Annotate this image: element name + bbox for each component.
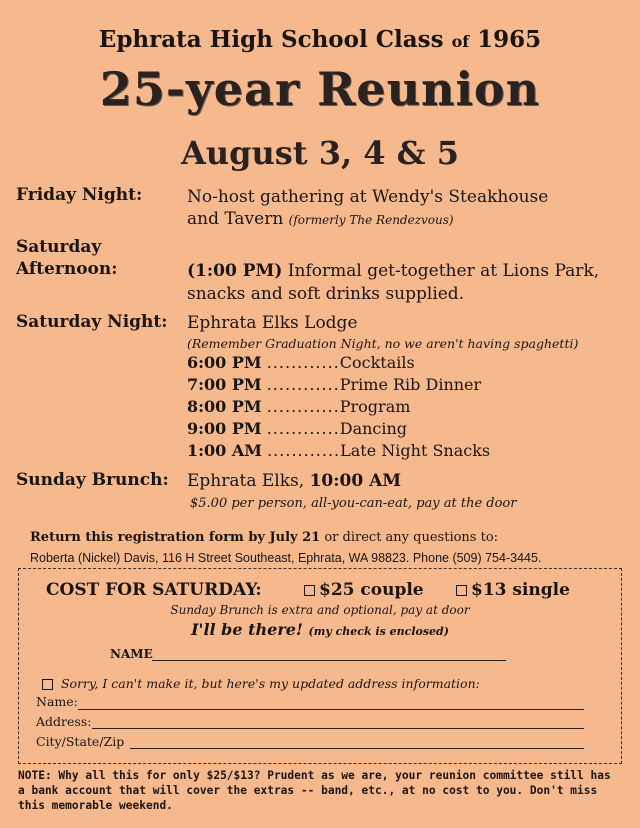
saturday-night-note: (Remember Graduation Night, no we aren't having spaghetti) — [187, 336, 579, 351]
sunday-note: $5.00 per person, all-you-can-eat, pay at the door — [190, 496, 517, 511]
checkbox-icon[interactable] — [304, 585, 315, 596]
cost-label: COST FOR SATURDAY: — [46, 580, 262, 600]
schedule-row — [187, 440, 490, 462]
saturday-afternoon-label-1: Saturday — [16, 237, 102, 257]
city-field[interactable] — [130, 748, 584, 749]
saturday-afternoon-text: Informal get-together at Lions Park, — [287, 261, 600, 281]
schedule-time: 7:00 PM — [187, 375, 262, 394]
friday-label: Friday Night: — [16, 185, 143, 205]
schedule-dots: ............ — [267, 441, 341, 460]
class-heading — [0, 26, 640, 53]
schedule-time: 1:00 AM — [187, 441, 262, 460]
return-deadline: Return this registration form by July 21 — [30, 530, 321, 545]
decline-option[interactable] — [42, 676, 480, 691]
attendance-confirm-note: (my check is enclosed) — [308, 625, 449, 638]
friday-note: (formerly The Rendezvous) — [288, 213, 454, 227]
option-couple-label: $25 couple — [319, 580, 424, 600]
schedule-event: Late Night Snacks — [340, 441, 491, 460]
schedule-time: 9:00 PM — [187, 419, 262, 438]
address-field[interactable] — [92, 728, 584, 729]
name-field[interactable] — [152, 660, 506, 661]
brunch-extra-note: Sunday Brunch is extra and optional, pay at door — [170, 603, 470, 617]
schedule-dots: ............ — [266, 397, 340, 416]
schedule-row — [187, 352, 415, 374]
reunion-dates: August 3, 4 & 5 — [181, 134, 459, 172]
name-label: NAME — [110, 647, 153, 661]
schedule-event: Cocktails — [339, 353, 415, 372]
class-heading-year: 1965 — [477, 26, 542, 53]
schedule-event: Prime Rib Dinner — [339, 375, 482, 394]
sunday-venue: Ephrata Elks, — [187, 471, 305, 491]
schedule-dots: ............ — [266, 353, 340, 372]
return-questions: or direct any questions to: — [324, 530, 499, 545]
sunday-label: Sunday Brunch: — [16, 470, 169, 490]
schedule-row — [187, 374, 481, 396]
class-heading-text: Ephrata High School Class — [98, 26, 444, 53]
friday-line2-text: and Tavern — [187, 209, 284, 229]
sunday-line — [187, 470, 401, 492]
address-name-field[interactable] — [78, 709, 584, 710]
address-name-label: Name: — [36, 694, 78, 709]
city-label: City/State/Zip — [36, 734, 125, 749]
return-instructions — [30, 530, 498, 545]
sunday-time: 10:00 AM — [309, 471, 402, 491]
saturday-afternoon-time: (1:00 PM) — [187, 261, 283, 281]
option-single-label: $13 single — [471, 580, 570, 600]
schedule-event: Dancing — [339, 419, 408, 438]
checkbox-icon[interactable] — [42, 679, 53, 690]
schedule-row — [187, 396, 410, 418]
class-heading-of: of — [451, 32, 470, 51]
saturday-afternoon-line1 — [187, 260, 599, 282]
decline-label: Sorry, I can't make it, but here's my updated address information: — [60, 676, 480, 691]
saturday-night-label: Saturday Night: — [16, 312, 168, 332]
address-label: Address: — [36, 714, 92, 729]
schedule-dots: ............ — [266, 375, 340, 394]
checkbox-icon[interactable] — [456, 585, 467, 596]
saturday-afternoon-label-2: Afternoon: — [16, 259, 118, 279]
attendance-confirm-text: I'll be there! — [191, 620, 303, 639]
schedule-time: 8:00 PM — [187, 397, 262, 416]
schedule-row — [187, 418, 407, 440]
contact-info: Roberta (Nickel) Davis, 116 H Street Southeast, Ephrata, WA 98823. Phone (509) 754-3445. — [30, 551, 542, 565]
schedule-event: Program — [339, 397, 411, 416]
option-single[interactable] — [456, 580, 570, 600]
friday-line1: No-host gathering at Wendy's Steakhouse — [187, 187, 549, 207]
friday-line2 — [187, 208, 454, 231]
option-couple[interactable] — [304, 580, 424, 600]
saturday-night-venue: Ephrata Elks Lodge — [187, 313, 358, 333]
attendance-confirm — [0, 620, 640, 639]
footer-note: NOTE: Why all this for only $25/$13? Prudent as we are, your reunion committee still has a bank account that will cover the extras -- band, etc., at no cost to you. Don't miss this memorable weekend. — [18, 769, 611, 812]
schedule-dots: ............ — [266, 419, 340, 438]
reunion-title: 25-year Reunion — [99, 62, 541, 116]
saturday-afternoon-line2: snacks and soft drinks supplied. — [187, 284, 465, 304]
schedule-time: 6:00 PM — [187, 353, 262, 372]
